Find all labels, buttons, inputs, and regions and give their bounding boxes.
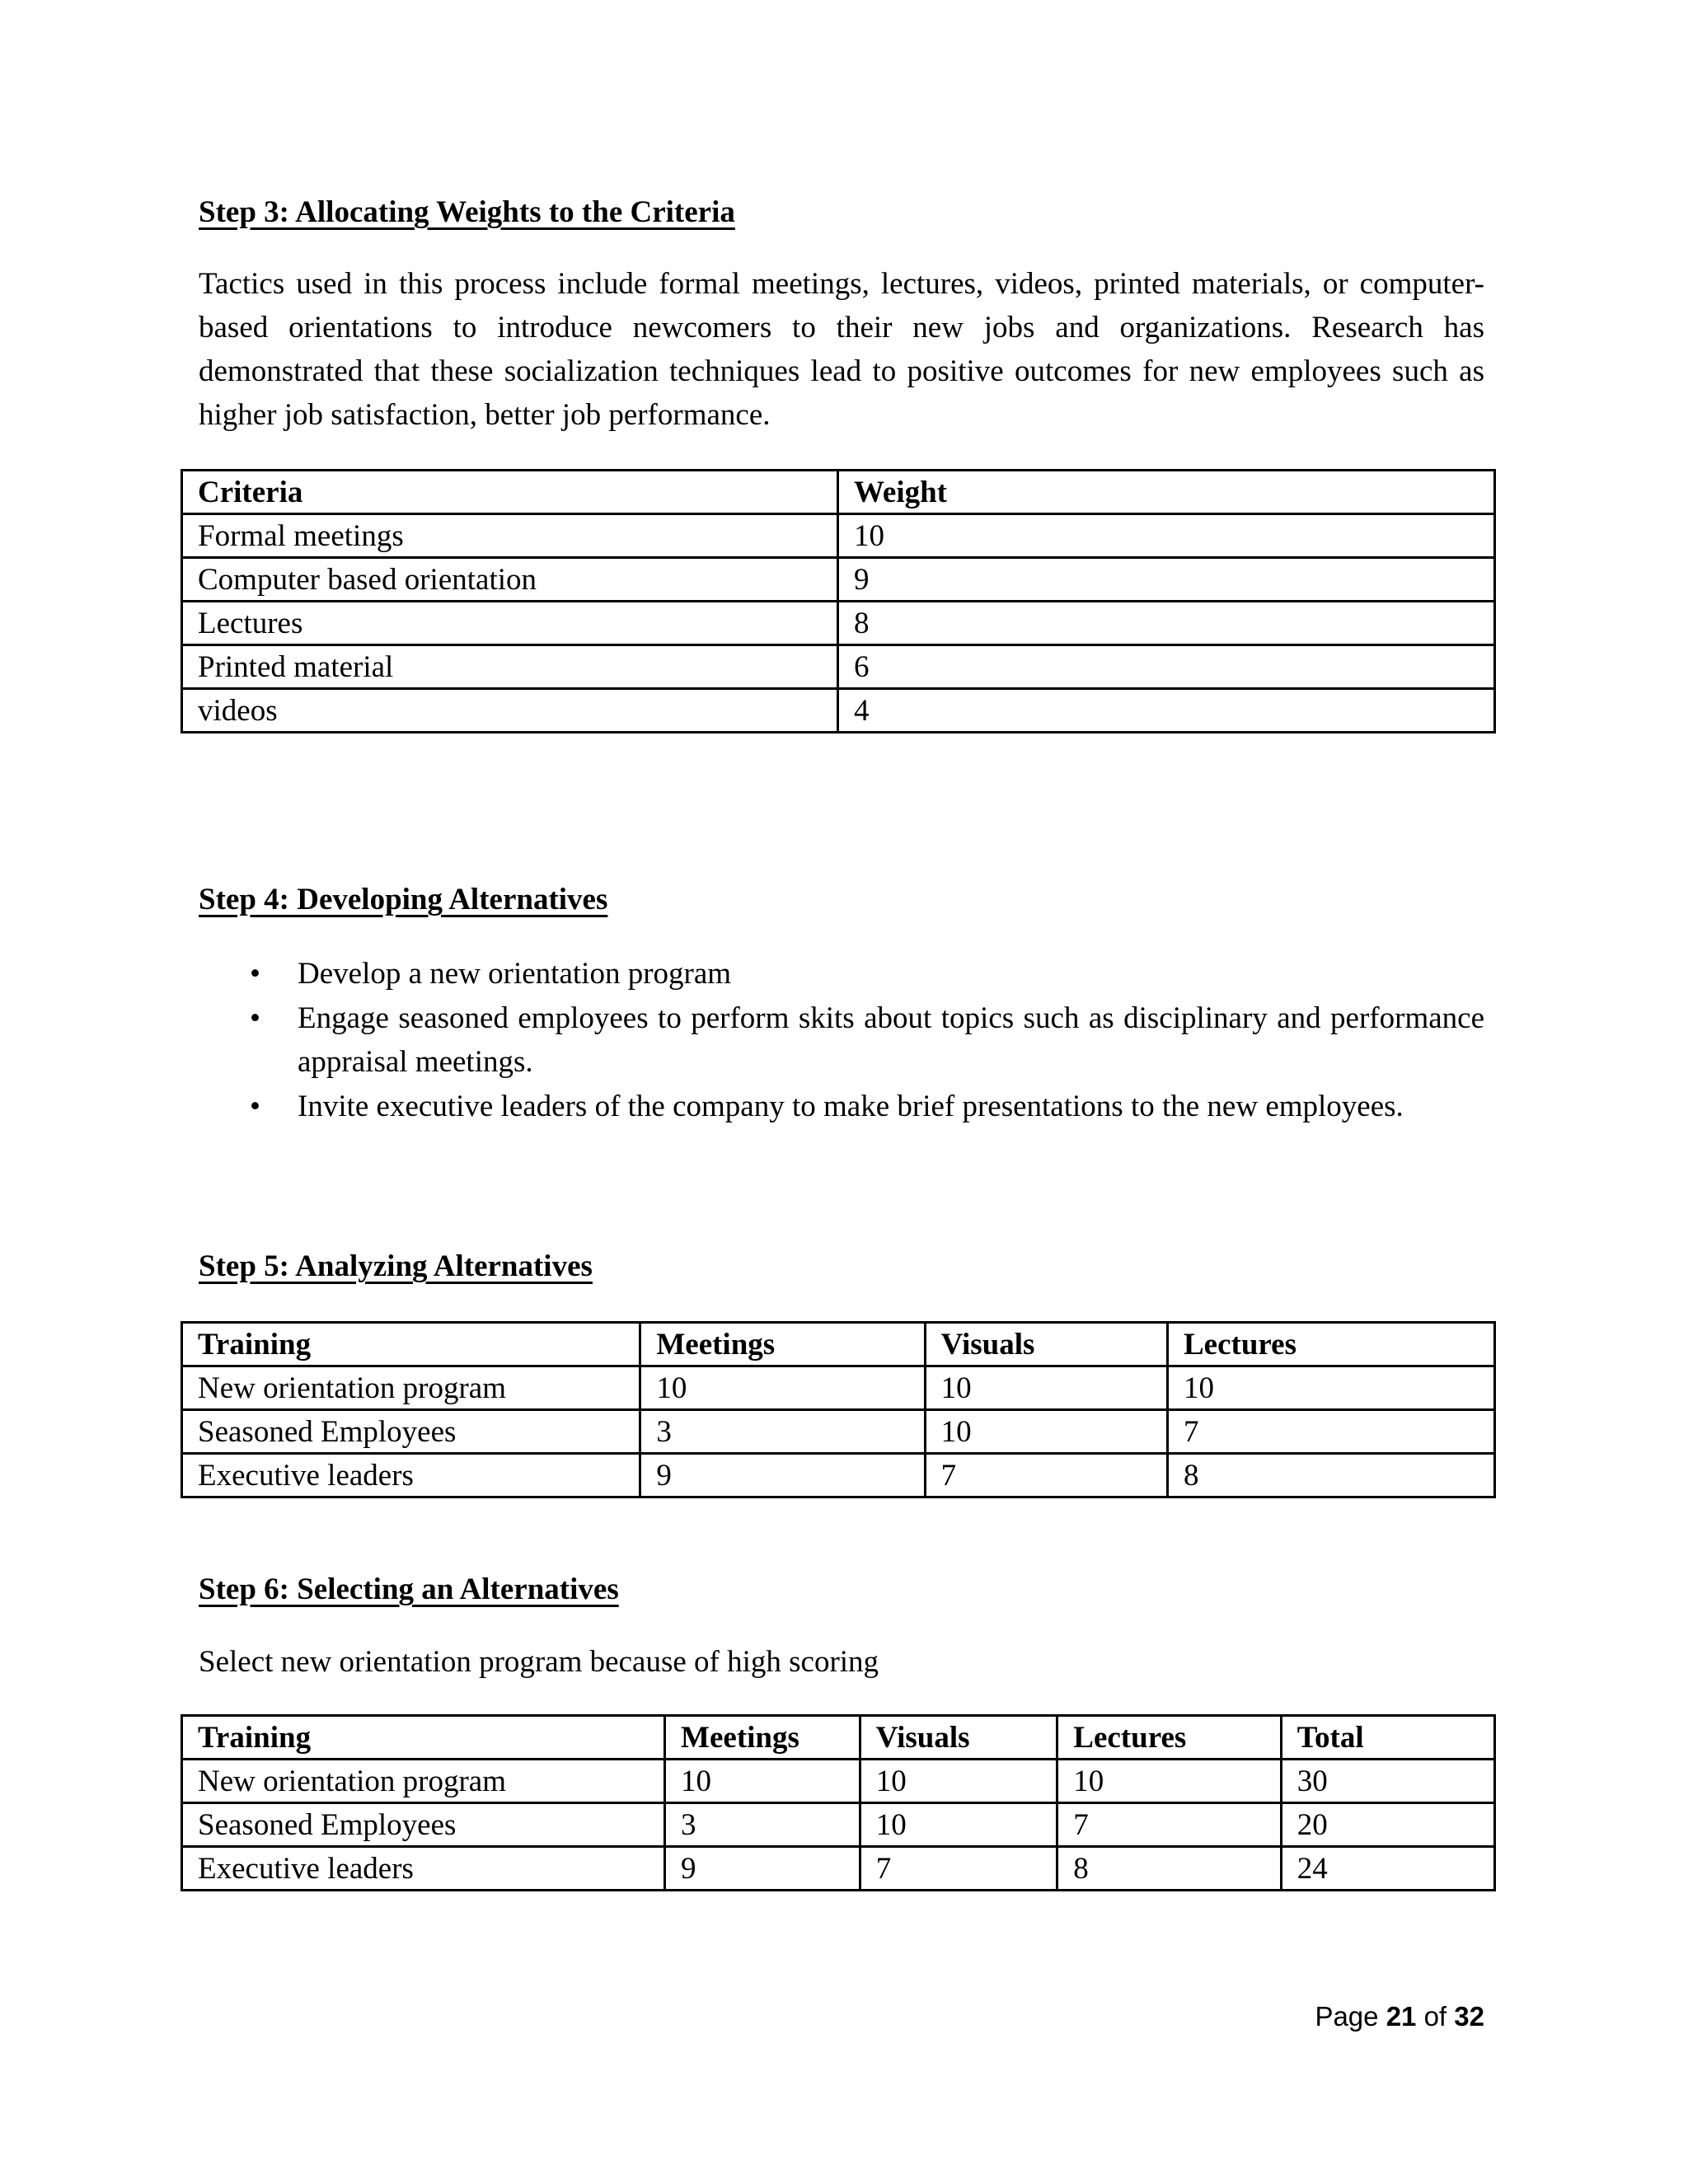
table-cell: 20: [1281, 1803, 1494, 1847]
table-row: [182, 689, 1495, 733]
table-cell: 10: [925, 1366, 1167, 1410]
table-cell: Computer based orientation: [182, 558, 838, 602]
table-header-cell: Visuals: [925, 1323, 1167, 1366]
table-cell: videos: [182, 689, 838, 733]
table-header-cell: Meetings: [640, 1323, 925, 1366]
table-cell: 10: [925, 1410, 1167, 1454]
table-row: [182, 1760, 1495, 1803]
table-row: [182, 1366, 1495, 1410]
table-cell: 8: [1167, 1454, 1494, 1497]
table-header-cell: Training: [182, 1716, 665, 1760]
table-header-cell: Lectures: [1057, 1716, 1281, 1760]
table-cell: Lectures: [182, 602, 838, 645]
table-cell: 7: [860, 1847, 1057, 1891]
table-header-cell: Visuals: [860, 1716, 1057, 1760]
criteria-weight-table: [181, 469, 1496, 733]
table-cell: 7: [925, 1454, 1167, 1497]
list-item: [199, 952, 1484, 996]
table-cell: 8: [1057, 1847, 1281, 1891]
list-item-text: Engage seasoned employees to perform skits about topics such as disciplinary and performance appraisal meetings.: [298, 1001, 1484, 1079]
table-row: [182, 645, 1495, 689]
table-cell: Seasoned Employees: [182, 1410, 640, 1454]
table-cell: 3: [640, 1410, 925, 1454]
table-cell: 9: [665, 1847, 860, 1891]
table-header-cell: Total: [1281, 1716, 1494, 1760]
table-header-row: [182, 471, 1495, 514]
table-cell: 7: [1057, 1803, 1281, 1847]
current-page-number: 21: [1386, 2001, 1417, 2032]
table-cell: 30: [1281, 1760, 1494, 1803]
table-header-cell: Lectures: [1167, 1323, 1494, 1366]
table-cell: 7: [1167, 1410, 1494, 1454]
table-cell: Executive leaders: [182, 1847, 665, 1891]
table-cell: Printed material: [182, 645, 838, 689]
table-header-cell: Criteria: [182, 471, 838, 514]
alternatives-list: [199, 952, 1484, 1129]
table-cell: 9: [640, 1454, 925, 1497]
table-cell: 3: [665, 1803, 860, 1847]
bullet-icon: •: [250, 957, 260, 991]
table-cell: 24: [1281, 1847, 1494, 1891]
table-cell: 6: [837, 645, 1494, 689]
table-cell: 10: [665, 1760, 860, 1803]
table-header-cell: Meetings: [665, 1716, 860, 1760]
table-row: [182, 514, 1495, 558]
step4-heading: Step 4: Developing Alternatives: [199, 883, 608, 916]
bullet-icon: •: [250, 1090, 260, 1123]
table-row: [182, 558, 1495, 602]
table-row: [182, 1454, 1495, 1497]
list-item: [199, 996, 1484, 1084]
step3-paragraph: Tactics used in this process include formal meetings, lectures, videos, printed materials, or computer-based orientations to introduce newcomers to their new jobs and organizations. Research has demonstrated that these socialization techniques lead to positive outcomes for new employees such as higher job satisfaction, better job performance.: [199, 267, 1484, 432]
step6-paragraph: Select new orientation program because of high scoring: [199, 1645, 879, 1679]
table-cell: Formal meetings: [182, 514, 838, 558]
table-cell: New orientation program: [182, 1366, 640, 1410]
table-cell: 10: [1167, 1366, 1494, 1410]
step3-heading: Step 3: Allocating Weights to the Criteria: [199, 195, 735, 229]
bullet-icon: •: [250, 1001, 260, 1035]
of-label: of: [1423, 2001, 1447, 2032]
page-number-footer: [1315, 2001, 1484, 2032]
table-cell: 8: [837, 602, 1494, 645]
table-cell: 10: [860, 1803, 1057, 1847]
step6-heading: Step 6: Selecting an Alternatives: [199, 1572, 619, 1606]
table-cell: 10: [837, 514, 1494, 558]
total-pages-number: 32: [1454, 2001, 1484, 2032]
table-cell: New orientation program: [182, 1760, 665, 1803]
analyzing-alternatives-table: [181, 1321, 1496, 1498]
table-cell: Seasoned Employees: [182, 1803, 665, 1847]
table-cell: 4: [837, 689, 1494, 733]
list-item-text: Invite executive leaders of the company to make brief presentations to the new employees.: [298, 1090, 1404, 1123]
table-cell: 10: [860, 1760, 1057, 1803]
table-header-row: [182, 1323, 1495, 1366]
table-header-row: [182, 1716, 1495, 1760]
step5-heading: Step 5: Analyzing Alternatives: [199, 1249, 593, 1283]
table-cell: 10: [640, 1366, 925, 1410]
table-cell: 9: [837, 558, 1494, 602]
table-row: [182, 1410, 1495, 1454]
page-label: Page: [1315, 2001, 1379, 2032]
table-row: [182, 602, 1495, 645]
table-header-cell: Weight: [837, 471, 1494, 514]
table-header-cell: Training: [182, 1323, 640, 1366]
list-item-text: Develop a new orientation program: [298, 957, 732, 991]
table-cell: 10: [1057, 1760, 1281, 1803]
table-row: [182, 1847, 1495, 1891]
selecting-alternative-table: [181, 1714, 1496, 1891]
table-cell: Executive leaders: [182, 1454, 640, 1497]
list-item: [199, 1085, 1484, 1128]
table-row: [182, 1803, 1495, 1847]
